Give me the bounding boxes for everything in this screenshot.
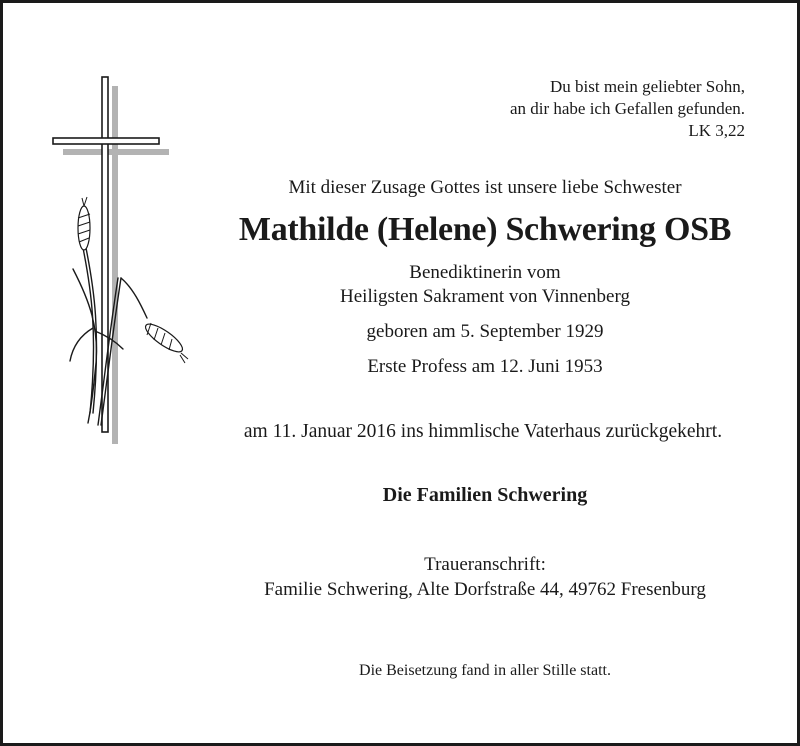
profession-date: Erste Profess am 12. Juni 1953 — [367, 356, 603, 377]
order-line-2: Heiligsten Sakrament von Vinnenberg — [340, 286, 630, 307]
family-signature: Die Familien Schwering — [382, 484, 588, 506]
verse-line-1: Du bist mein geliebter Sohn, — [549, 77, 745, 96]
bible-verse — [510, 76, 745, 142]
deceased-name: Mathilde (Helene) Schwering OSB — [238, 211, 732, 248]
mourning-address — [215, 552, 755, 602]
death-statement: am 11. Januar 2016 ins himmlische Vaterhaus zurückgekehrt. — [243, 421, 723, 442]
burial-note: Die Beisetzung fand in aller Stille statt. — [359, 662, 611, 679]
birth-date: geboren am 5. September 1929 — [366, 321, 604, 342]
verse-reference: LK 3,22 — [688, 121, 745, 140]
mourning-address-line: Familie Schwering, Alte Dorfstraße 44, 49762 Fresenburg — [264, 579, 706, 600]
mourning-address-label: Traueranschrift: — [424, 554, 546, 575]
wheat-ear-right — [142, 320, 188, 363]
intro-text: Mit dieser Zusage Gottes ist unsere liebe Schwester — [288, 177, 682, 198]
religious-order — [215, 261, 755, 309]
cross-with-wheat-icon — [43, 73, 193, 448]
cross-outline — [53, 77, 159, 432]
verse-line-2: an dir habe ich Gefallen gefunden. — [509, 99, 745, 118]
wheat-ear-left — [78, 197, 90, 250]
order-line-1: Benediktinerin vom — [409, 262, 561, 283]
